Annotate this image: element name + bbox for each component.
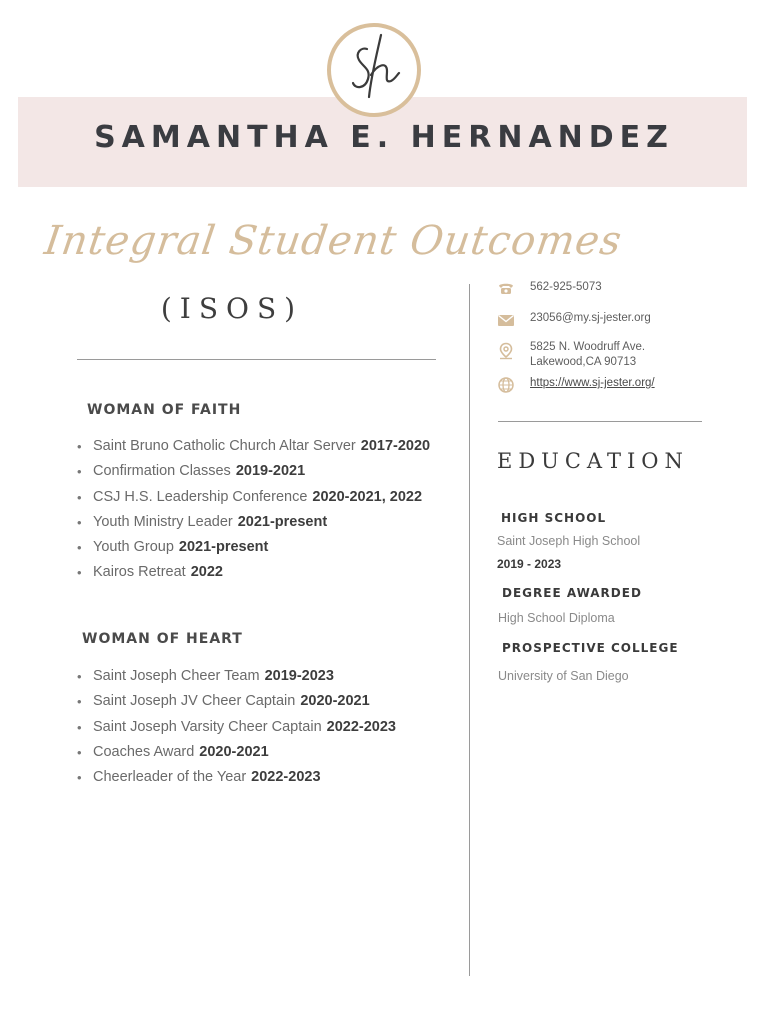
website-link[interactable]: https://www.sj-jester.org/ — [530, 377, 655, 389]
script-title: Integral Student Outcomes — [41, 218, 625, 264]
address-line-1: 5825 N. Woodruff Ave. — [530, 341, 646, 353]
email-text: 23056@my.sj-jester.org — [530, 312, 651, 324]
monogram-logo — [327, 23, 421, 117]
globe-icon — [497, 376, 515, 394]
candidate-name: SAMANTHA E. HERNANDEZ — [94, 120, 674, 155]
education-title: EDUCATION — [497, 449, 689, 473]
list-item: • Confirmation Classes 2019-2021 — [77, 459, 430, 484]
degree-value: High School Diploma — [498, 611, 615, 625]
isos-title: (ISOS) — [160, 292, 304, 325]
faith-heading: WOMAN OF FAITH — [87, 402, 242, 418]
list-item: • Saint Joseph Cheer Team 2019-2023 — [77, 664, 396, 689]
column-divider — [469, 284, 470, 976]
degree-heading: DEGREE AWARDED — [502, 586, 642, 600]
phone-icon — [497, 280, 515, 298]
list-item: • Saint Joseph JV Cheer Captain 2020-2021 — [77, 689, 396, 714]
list-item: • Saint Bruno Catholic Church Altar Server 2017-2020 — [77, 434, 430, 459]
list-item: • Saint Joseph Varsity Cheer Captain 2022-2023 — [77, 715, 396, 740]
heart-list — [77, 664, 396, 790]
address-text — [530, 340, 645, 370]
list-item: • Kairos Retreat 2022 — [77, 560, 430, 585]
college-value: University of San Diego — [498, 669, 629, 683]
heart-heading: WOMAN OF HEART — [82, 631, 243, 647]
mail-icon — [497, 311, 515, 329]
school-years: 2019 - 2023 — [497, 557, 562, 571]
high-school-value: Saint Joseph High School — [497, 534, 641, 548]
location-pin-icon — [497, 342, 515, 360]
list-item: • Youth Ministry Leader 2021-present — [77, 510, 430, 535]
list-item: • Youth Group 2021-present — [77, 535, 430, 560]
high-school-heading: HIGH SCHOOL — [501, 511, 607, 525]
divider-left — [77, 359, 436, 360]
list-item: • Coaches Award 2020-2021 — [77, 740, 396, 765]
list-item: • Cheerleader of the Year 2022-2023 — [77, 765, 396, 790]
faith-list — [77, 434, 430, 586]
address-line-2: Lakewood,CA 90713 — [530, 356, 637, 368]
college-heading: PROSPECTIVE COLLEGE — [502, 641, 679, 655]
list-item: • CSJ H.S. Leadership Conference 2020-2021, 2022 — [77, 485, 430, 510]
phone-text: 562-925-5073 — [530, 281, 602, 293]
monogram-signature-icon — [331, 27, 417, 113]
divider-right — [498, 421, 702, 422]
